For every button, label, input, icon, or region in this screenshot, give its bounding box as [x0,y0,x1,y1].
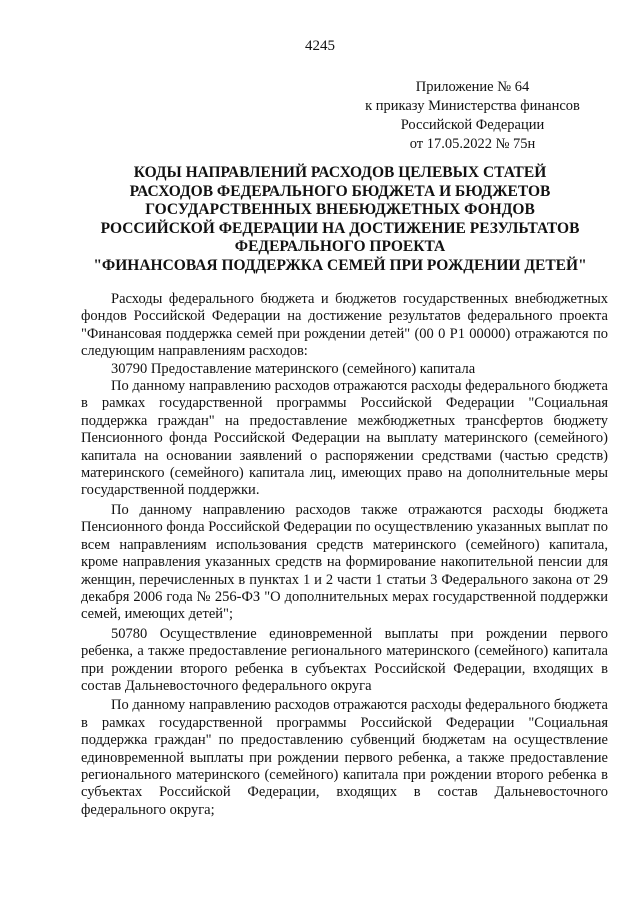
paragraph: По данному направлению расходов отражаются расходы федерального бюджета в рамках государственной программы Российской Федерации "Социальная поддержка граждан" по предоставлению субвенций бюджетам на осуществление единовременной выплаты при рождении первого ребенка, а также предоставление регионального материнского (семейного) капитала при рождении второго ребенка в субъектах Российской Федерации, входящих в состав Дальневосточного федерального округа; [81,697,608,818]
appendix-header [345,78,600,154]
title-line: "ФИНАНСОВАЯ ПОДДЕРЖКА СЕМЕЙ ПРИ РОЖДЕНИИ ДЕТЕЙ" [93,256,587,274]
expense-code-heading: 50780 Осуществление единовременной выплаты при рождении первого ребенка, а также предоставление регионального материнского (семейного) капитала при рождении второго ребенка в субъектах Российской Федерации, входящих в состав Дальневосточного федерального округа [81,625,608,694]
document-body [81,291,608,819]
paragraph: По данному направлению расходов также отражаются расходы бюджета Пенсионного фонда Российской Федерации по осуществлению указанных выплат по всем направлениям использования средств материнского (семейного) капитала, кроме направления указанных средств на формирование накопительной пенсии для женщин, перечисленных в пунктах 1 и 2 части 1 статьи 3 Федерального закона от 29 декабря 2006 года № 256-ФЗ "О дополнительных мерах государственной поддержки семей, имеющих детей"; [81,501,608,623]
title-line: ГОСУДАРСТВЕННЫХ ВНЕБЮДЖЕТНЫХ ФОНДОВ [145,201,535,218]
appendix-line: Российской Федерации [400,117,545,133]
title-line: КОДЫ НАПРАВЛЕНИЙ РАСХОДОВ ЦЕЛЕВЫХ СТАТЕЙ [133,164,547,181]
title-line: РАСХОДОВ ФЕДЕРАЛЬНОГО БЮДЖЕТА И БЮДЖЕТОВ [129,182,551,200]
document-title [60,164,620,275]
paragraph: По данному направлению расходов отражаются расходы федерального бюджета в рамках государственной программы Российской Федерации "Социальная поддержка граждан" на предоставление межбюджетных трансфертов бюджету Пенсионного фонда Российской Федерации на выплату материнского (семейного) капитала на основании заявлений о распоряжении средствами (частью средств) материнского (семейного) капитала лиц, имеющих право на дополнительные меры государственной поддержки. [81,378,608,499]
expense-code-heading: 30790 Предоставление материнского (семейного) капитала [111,360,476,377]
appendix-line: Приложение № 64 [415,79,530,95]
title-line: ФЕДЕРАЛЬНОГО ПРОЕКТА [234,238,446,255]
appendix-line: от 17.05.2022 № 75н [409,136,536,152]
title-line: РОССИЙСКОЙ ФЕДЕРАЦИИ НА ДОСТИЖЕНИЕ РЕЗУЛЬТАТОВ [100,219,580,237]
page-number: 4245 [305,38,335,54]
paragraph: Расходы федерального бюджета и бюджетов государственных внебюджетных фондов Российской Федерации на достижение результатов федерального проекта "Финансовая поддержка семей при рождении детей" (00 0 P1 00000) отражаются по следующим направлениям расходов: [81,291,608,360]
appendix-line: к приказу Министерства финансов [365,98,580,114]
